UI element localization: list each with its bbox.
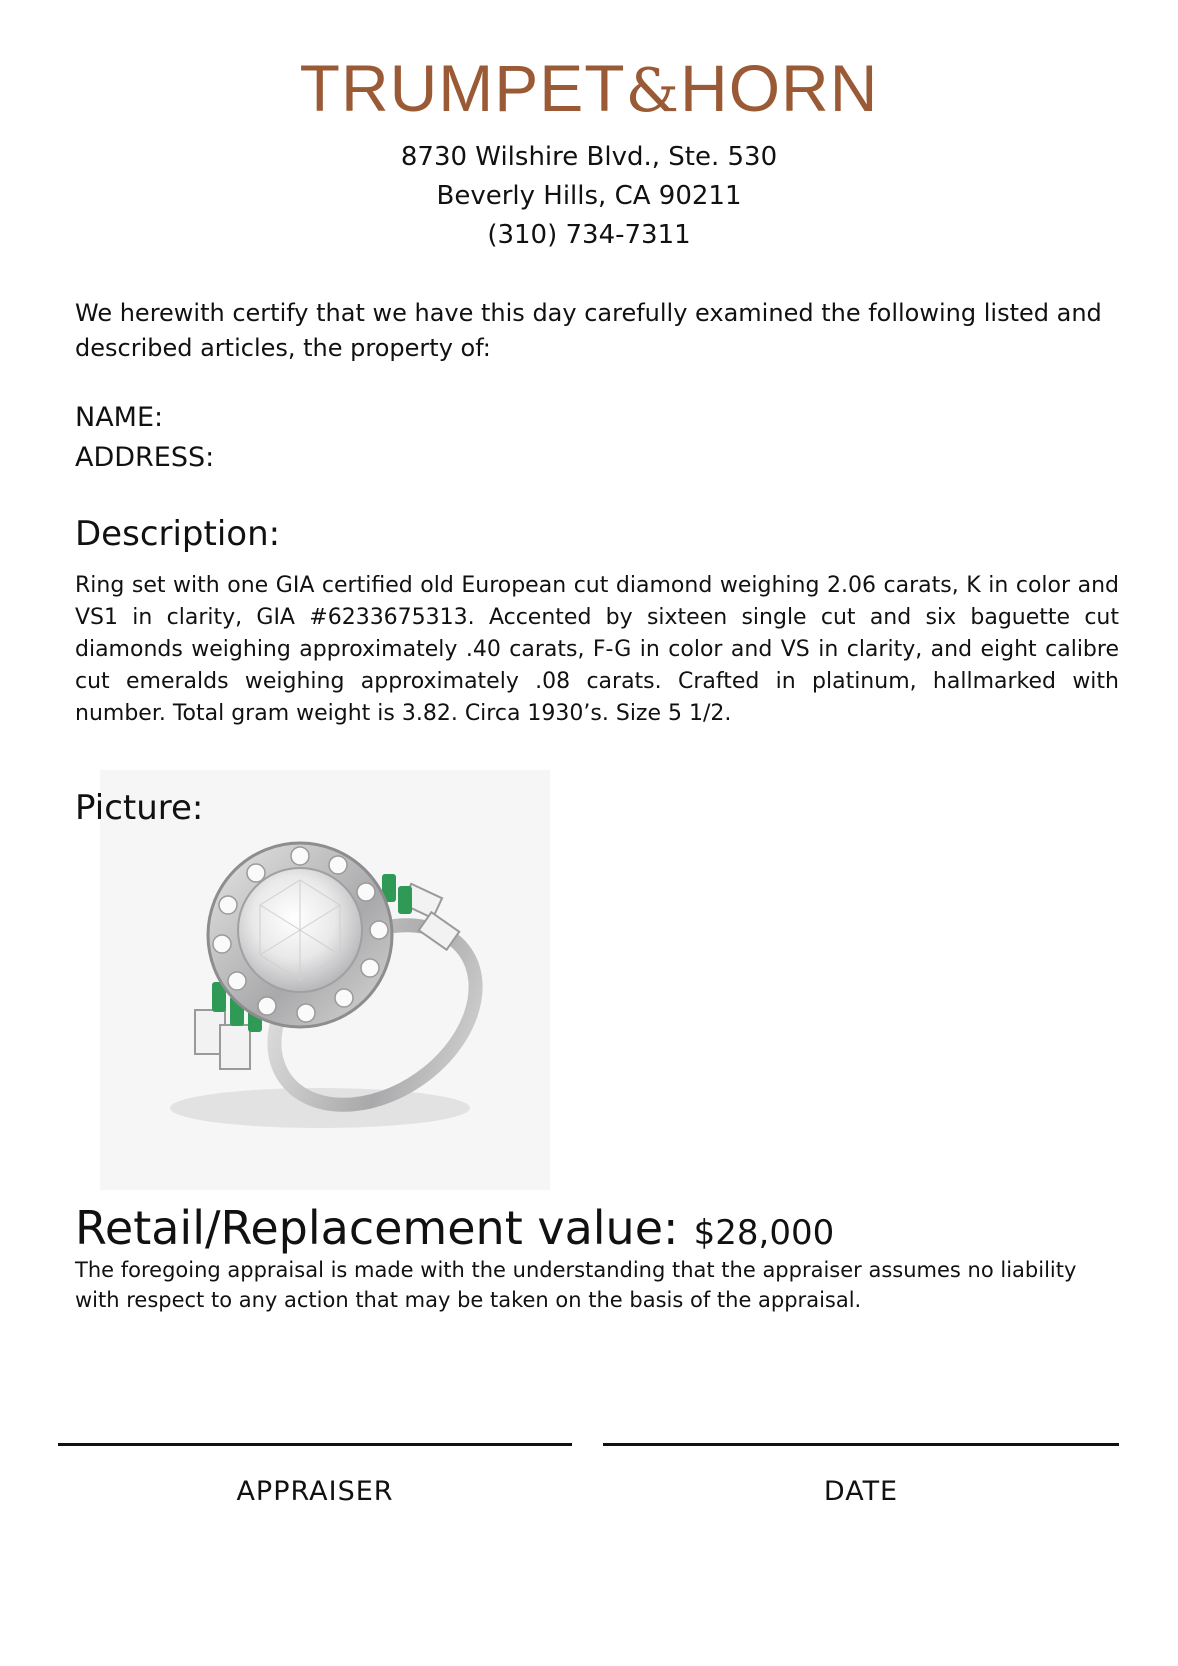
description-text: Ring set with one GIA certified old European cut diamond weighing 2.06 carats, K in color and VS1 in clarity, GIA #6233675313. Accented by sixteen single cut and six baguette cut diamonds weighing approximately .40 carats, F-G in color and VS in clarity, and eight calibre cut emeralds weighing approximately .08 carats. Crafted in platinum, hallmarked with number. Total gram weight is 3.82. Circa 1930’s. Size 5 1/2. xyxy=(75,573,1119,726)
name-label: NAME: xyxy=(75,402,164,433)
date-label: DATE xyxy=(823,1476,899,1507)
value-row xyxy=(75,1198,1119,1258)
value-amount: $28,000 xyxy=(693,1213,835,1253)
value-label: Retail/Replacement value: xyxy=(75,1201,679,1255)
certification-intro: We herewith certify that we have this day carefully examined the following listed and described articles, the property of: xyxy=(75,299,1102,362)
liability-disclaimer: The foregoing appraisal is made with the understanding that the appraiser assumes no liability with respect to any action that may be taken on the basis of the appraisal. xyxy=(75,1258,1077,1312)
ring-photo xyxy=(100,770,550,1190)
appraiser-label: APPRAISER xyxy=(236,1476,394,1507)
contact-block xyxy=(0,138,1178,255)
description-heading: Description: xyxy=(75,514,281,554)
brand-name-part2: HORN xyxy=(680,51,879,125)
address-label: ADDRESS: xyxy=(75,442,215,473)
date-signature-line xyxy=(603,1443,1119,1446)
appraiser-signature-line xyxy=(58,1443,572,1446)
street-address: 8730 Wilshire Blvd., Ste. 530 xyxy=(400,142,778,172)
brand-logo xyxy=(0,48,1178,131)
city-state-zip: Beverly Hills, CA 90211 xyxy=(436,181,742,211)
phone-number: (310) 734-7311 xyxy=(487,220,691,250)
brand-ampersand: & xyxy=(625,56,681,126)
brand-name-part1: TRUMPET xyxy=(299,51,626,125)
picture-heading: Picture: xyxy=(75,788,204,828)
